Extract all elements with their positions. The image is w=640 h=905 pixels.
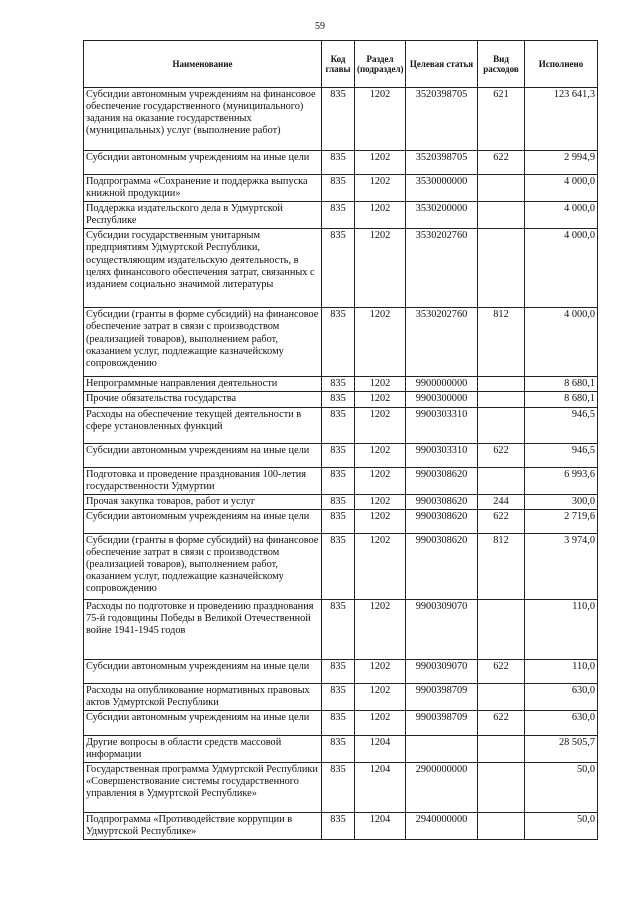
- cell-name: Подпрограмма «Противодействие коррупции в Удмуртской Республике»: [84, 813, 322, 840]
- header-code: Код главы: [322, 41, 355, 88]
- cell-executed: 50,0: [525, 813, 598, 840]
- cell-code: 835: [322, 533, 355, 599]
- cell-expense-type: [478, 377, 525, 392]
- cell-target: 3530000000: [406, 175, 478, 202]
- cell-target: 3530202760: [406, 308, 478, 377]
- cell-section: 1202: [355, 659, 406, 683]
- cell-name: Прочие обязательства государства: [84, 392, 322, 407]
- cell-section: 1202: [355, 88, 406, 151]
- cell-code: 835: [322, 736, 355, 763]
- cell-code: 835: [322, 659, 355, 683]
- cell-code: 835: [322, 683, 355, 710]
- header-executed: Исполнено: [525, 41, 598, 88]
- cell-code: 835: [322, 443, 355, 467]
- cell-target: 3520398705: [406, 88, 478, 151]
- cell-expense-type: [478, 736, 525, 763]
- cell-section: 1202: [355, 407, 406, 443]
- table-row: [84, 88, 598, 151]
- cell-name: Поддержка издательского дела в Удмуртской Республике: [84, 202, 322, 229]
- cell-section: 1202: [355, 151, 406, 175]
- cell-section: 1204: [355, 763, 406, 813]
- cell-expense-type: 622: [478, 659, 525, 683]
- cell-expense-type: [478, 599, 525, 659]
- cell-name: Непрограммные направления деятельности: [84, 377, 322, 392]
- cell-name: Другие вопросы в области средств массовой информации: [84, 736, 322, 763]
- cell-name: Субсидии автономным учреждениям на иные цели: [84, 151, 322, 175]
- cell-section: 1202: [355, 202, 406, 229]
- cell-target: 9900308620: [406, 467, 478, 494]
- cell-code: 835: [322, 599, 355, 659]
- cell-section: 1202: [355, 683, 406, 710]
- cell-code: 835: [322, 392, 355, 407]
- cell-name: Подпрограмма «Сохранение и поддержка выпуска книжной продукции»: [84, 175, 322, 202]
- cell-executed: 6 993,6: [525, 467, 598, 494]
- cell-target: 9900309070: [406, 659, 478, 683]
- cell-code: 835: [322, 407, 355, 443]
- table-row: [84, 151, 598, 175]
- table-row: [84, 494, 598, 509]
- cell-executed: 946,5: [525, 407, 598, 443]
- table-row: [84, 377, 598, 392]
- cell-name: Прочая закупка товаров, работ и услуг: [84, 494, 322, 509]
- table-row: [84, 599, 598, 659]
- cell-code: 835: [322, 308, 355, 377]
- cell-target: 2940000000: [406, 813, 478, 840]
- cell-expense-type: 622: [478, 151, 525, 175]
- cell-code: 835: [322, 88, 355, 151]
- table-row: [84, 509, 598, 533]
- cell-section: 1202: [355, 509, 406, 533]
- cell-expense-type: [478, 813, 525, 840]
- cell-section: 1202: [355, 392, 406, 407]
- cell-expense-type: [478, 407, 525, 443]
- cell-executed: 630,0: [525, 711, 598, 736]
- cell-code: 835: [322, 467, 355, 494]
- cell-section: 1202: [355, 175, 406, 202]
- cell-expense-type: [478, 683, 525, 710]
- cell-expense-type: 622: [478, 711, 525, 736]
- cell-code: 835: [322, 763, 355, 813]
- cell-expense-type: 622: [478, 509, 525, 533]
- cell-section: 1202: [355, 377, 406, 392]
- table-row: [84, 407, 598, 443]
- table-row: [84, 683, 598, 710]
- cell-name: Субсидии автономным учреждениям на иные цели: [84, 443, 322, 467]
- header-expense-type: Вид расходов: [478, 41, 525, 88]
- cell-code: 835: [322, 711, 355, 736]
- cell-target: 9900309070: [406, 599, 478, 659]
- cell-executed: 630,0: [525, 683, 598, 710]
- cell-code: 835: [322, 494, 355, 509]
- cell-expense-type: 812: [478, 308, 525, 377]
- table-row: [84, 308, 598, 377]
- table-row: [84, 175, 598, 202]
- cell-section: 1202: [355, 599, 406, 659]
- header-name: Наименование: [84, 41, 322, 88]
- cell-section: 1202: [355, 467, 406, 494]
- cell-target: 9900303310: [406, 443, 478, 467]
- cell-code: 835: [322, 377, 355, 392]
- cell-code: 835: [322, 202, 355, 229]
- cell-target: 9900308620: [406, 509, 478, 533]
- budget-table: [83, 40, 598, 840]
- cell-name: Расходы по подготовке и проведению празднования 75-й годовщины Победы в Великой Отечественной войне 1941-1945 годов: [84, 599, 322, 659]
- cell-executed: 8 680,1: [525, 377, 598, 392]
- cell-executed: 4 000,0: [525, 202, 598, 229]
- cell-target: 3530202760: [406, 229, 478, 308]
- cell-name: Расходы на обеспечение текущей деятельности в сфере установленных функций: [84, 407, 322, 443]
- cell-expense-type: 622: [478, 443, 525, 467]
- cell-expense-type: 621: [478, 88, 525, 151]
- cell-code: 835: [322, 509, 355, 533]
- cell-executed: 28 505,7: [525, 736, 598, 763]
- cell-expense-type: [478, 175, 525, 202]
- table-row: [84, 711, 598, 736]
- cell-expense-type: [478, 467, 525, 494]
- table-header-row: [84, 41, 598, 88]
- table-row: [84, 763, 598, 813]
- cell-executed: 300,0: [525, 494, 598, 509]
- cell-executed: 2 994,9: [525, 151, 598, 175]
- table-row: [84, 533, 598, 599]
- cell-executed: 4 000,0: [525, 229, 598, 308]
- cell-executed: 4 000,0: [525, 175, 598, 202]
- cell-name: Подготовка и проведение празднования 100-летия государственности Удмуртии: [84, 467, 322, 494]
- cell-section: 1204: [355, 813, 406, 840]
- table-row: [84, 813, 598, 840]
- cell-name: Расходы на опубликование нормативных правовых актов Удмуртской Республики: [84, 683, 322, 710]
- cell-expense-type: [478, 392, 525, 407]
- cell-expense-type: [478, 763, 525, 813]
- cell-executed: 110,0: [525, 659, 598, 683]
- cell-code: 835: [322, 151, 355, 175]
- cell-executed: 50,0: [525, 763, 598, 813]
- table-row: [84, 736, 598, 763]
- cell-name: Субсидии (гранты в форме субсидий) на финансовое обеспечение затрат в связи с производством (реализацией товаров), выполнением работ, оказанием услуг, подлежащие казначейскому сопровождению: [84, 533, 322, 599]
- cell-executed: 946,5: [525, 443, 598, 467]
- cell-executed: 3 974,0: [525, 533, 598, 599]
- cell-name: Субсидии автономным учреждениям на иные цели: [84, 509, 322, 533]
- cell-executed: 123 641,3: [525, 88, 598, 151]
- header-target: Целевая статья: [406, 41, 478, 88]
- cell-executed: 4 000,0: [525, 308, 598, 377]
- cell-name: Субсидии автономным учреждениям на иные цели: [84, 711, 322, 736]
- cell-name: Субсидии государственным унитарным предприятиям Удмуртской Республики, осуществляющим издательскую деятельность, в целях финансового обеспечения затрат, связанных с изданием социально значимой литературы: [84, 229, 322, 308]
- cell-section: 1202: [355, 229, 406, 308]
- cell-target: 9900398709: [406, 711, 478, 736]
- table-row: [84, 659, 598, 683]
- cell-code: 835: [322, 175, 355, 202]
- cell-code: 835: [322, 229, 355, 308]
- cell-target: 2900000000: [406, 763, 478, 813]
- cell-executed: 8 680,1: [525, 392, 598, 407]
- cell-executed: 110,0: [525, 599, 598, 659]
- cell-target: 9900000000: [406, 377, 478, 392]
- table-row: [84, 229, 598, 308]
- cell-section: 1202: [355, 494, 406, 509]
- cell-target: 9900303310: [406, 407, 478, 443]
- cell-expense-type: [478, 229, 525, 308]
- table-body: [84, 88, 598, 840]
- cell-target: 9900308620: [406, 494, 478, 509]
- cell-target: 3520398705: [406, 151, 478, 175]
- cell-target: 9900308620: [406, 533, 478, 599]
- cell-section: 1202: [355, 711, 406, 736]
- cell-expense-type: 812: [478, 533, 525, 599]
- cell-target: 9900300000: [406, 392, 478, 407]
- table-row: [84, 392, 598, 407]
- cell-expense-type: 244: [478, 494, 525, 509]
- cell-target: 3530200000: [406, 202, 478, 229]
- cell-section: 1202: [355, 308, 406, 377]
- cell-name: Субсидии автономным учреждениям на иные цели: [84, 659, 322, 683]
- cell-name: Государственная программа Удмуртской Республики «Совершенствование системы государственного управления в Удмуртской Республике»: [84, 763, 322, 813]
- table-row: [84, 202, 598, 229]
- cell-target: [406, 736, 478, 763]
- header-section: Раздел (подраздел): [355, 41, 406, 88]
- cell-name: Субсидии автономным учреждениям на финансовое обеспечение государственного (муниципального) задания на оказание государственных (муниципальных) услуг (выполнение работ): [84, 88, 322, 151]
- cell-code: 835: [322, 813, 355, 840]
- table-row: [84, 467, 598, 494]
- cell-target: 9900398709: [406, 683, 478, 710]
- cell-executed: 2 719,6: [525, 509, 598, 533]
- table-row: [84, 443, 598, 467]
- cell-section: 1202: [355, 533, 406, 599]
- page-number: 59: [315, 21, 325, 32]
- cell-expense-type: [478, 202, 525, 229]
- cell-section: 1204: [355, 736, 406, 763]
- cell-section: 1202: [355, 443, 406, 467]
- cell-name: Субсидии (гранты в форме субсидий) на финансовое обеспечение затрат в связи с производством (реализацией товаров), выполнением работ, оказанием услуг, подлежащие казначейскому сопровождению: [84, 308, 322, 377]
